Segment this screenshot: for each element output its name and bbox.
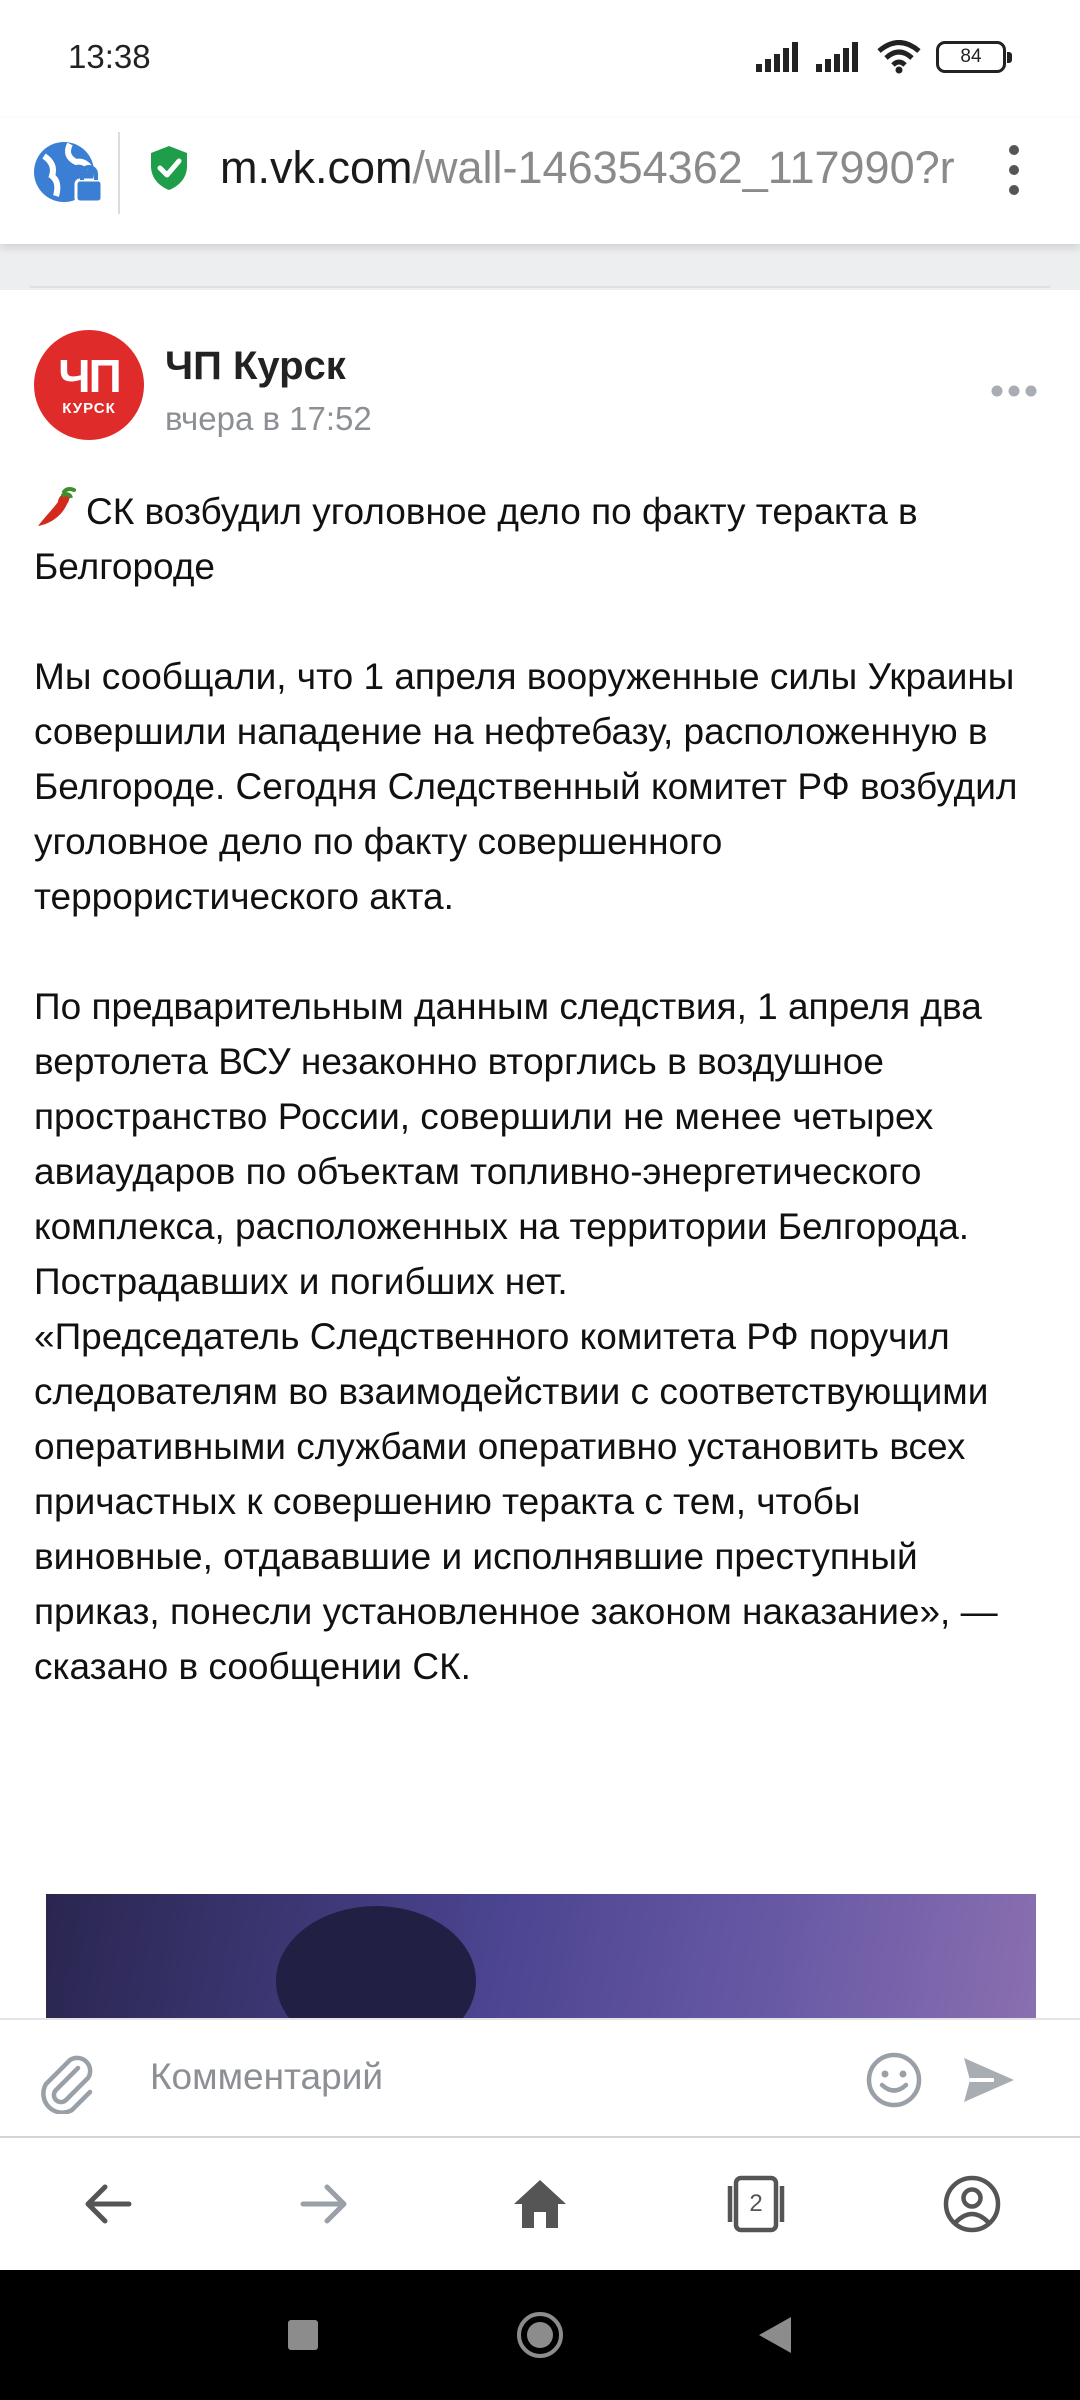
url-host: m.vk.com [220,142,413,193]
avatar[interactable] [34,330,144,440]
post-paragraph-3: «Председатель Следственного комитета РФ поручил следователям во взаимодействии с соответствующими оперативными службами оперативно установить всех причастных к совершению теракта с тем, чтобы виновные, отдававшие и исполнявшие преступный приказ, понесли установленное законом наказание», — сказано в сообщении СК. [34,1316,998,1687]
shield-check-icon[interactable] [148,144,190,192]
tabs-count: 2 [749,2190,763,2217]
url-field[interactable] [220,142,960,194]
battery-indicator [936,41,1006,73]
signal-icon [756,42,802,72]
post-text [34,484,1049,1694]
divider [30,286,1050,288]
photo-silhouette [276,1906,476,2018]
comment-bar [0,2018,1080,2138]
spacer [34,594,1049,649]
avatar-sublabel: КУРСК [62,399,116,417]
triangle-back-icon [757,2315,793,2355]
back-button[interactable] [76,2172,140,2236]
profile-button[interactable] [940,2172,1004,2236]
post-date[interactable]: вчера в 17:52 [165,400,372,437]
system-home-button[interactable] [515,2310,565,2360]
forward-button[interactable] [292,2172,356,2236]
arrow-left-icon [83,2182,133,2226]
tabs-button[interactable] [724,2172,788,2236]
signal-icon-2 [816,42,862,72]
send-icon[interactable] [958,2050,1018,2110]
comment-input[interactable] [148,2046,812,2108]
more-vertical-icon[interactable] [1000,142,1028,198]
status-bar [0,0,1080,118]
account-circle-icon [942,2174,1002,2234]
post-paragraph-2: По предварительным данным следствия, 1 апреля два вертолета ВСУ незаконно вторглись в воздушное пространство России, совершили не менее четырех авиаударов по объектам топливно-энергетического комплекса, расположенных на территории Белгорода. Пострадавших и погибших нет. [34,986,982,1302]
status-time: 13:38 [68,38,151,75]
post-photo[interactable] [46,1894,1036,2018]
home-button[interactable] [508,2172,572,2236]
square-icon [286,2318,320,2352]
post-paragraph-1: Мы сообщали, что 1 апреля вооруженные силы Украины совершили нападение на нефтебазу, расположенную в Белгороде. Сегодня Следственный комитет РФ возбудил уголовное дело по факту совершенного террористического акта. [34,656,1018,917]
battery-level: 84 [960,46,982,67]
post-headline [34,484,1049,594]
system-nav-bar [0,2270,1080,2400]
browser-url-bar [0,118,1080,244]
avatar-label: ЧП [58,349,120,402]
globe-lock-icon[interactable] [30,134,106,210]
status-icons [756,40,1006,74]
circle-icon [515,2310,565,2360]
url-divider [118,132,120,214]
system-back-button[interactable] [750,2310,800,2360]
more-horizontal-icon[interactable] [990,384,1038,398]
paperclip-icon[interactable] [34,2048,100,2114]
wifi-icon [876,40,922,74]
home-icon [512,2178,568,2230]
recents-button[interactable] [278,2310,328,2360]
arrow-right-icon [299,2182,349,2226]
spacer [34,924,1049,979]
browser-bottom-nav [0,2138,1080,2270]
smile-icon[interactable] [864,2050,924,2110]
url-path: /wall-146354362_117990?r [412,142,955,193]
author-name[interactable]: ЧП Курск [165,344,346,388]
headline-text: СК возбудил уголовное дело по факту теракта в Белгороде [34,491,918,587]
chili-pepper-icon [34,486,78,530]
